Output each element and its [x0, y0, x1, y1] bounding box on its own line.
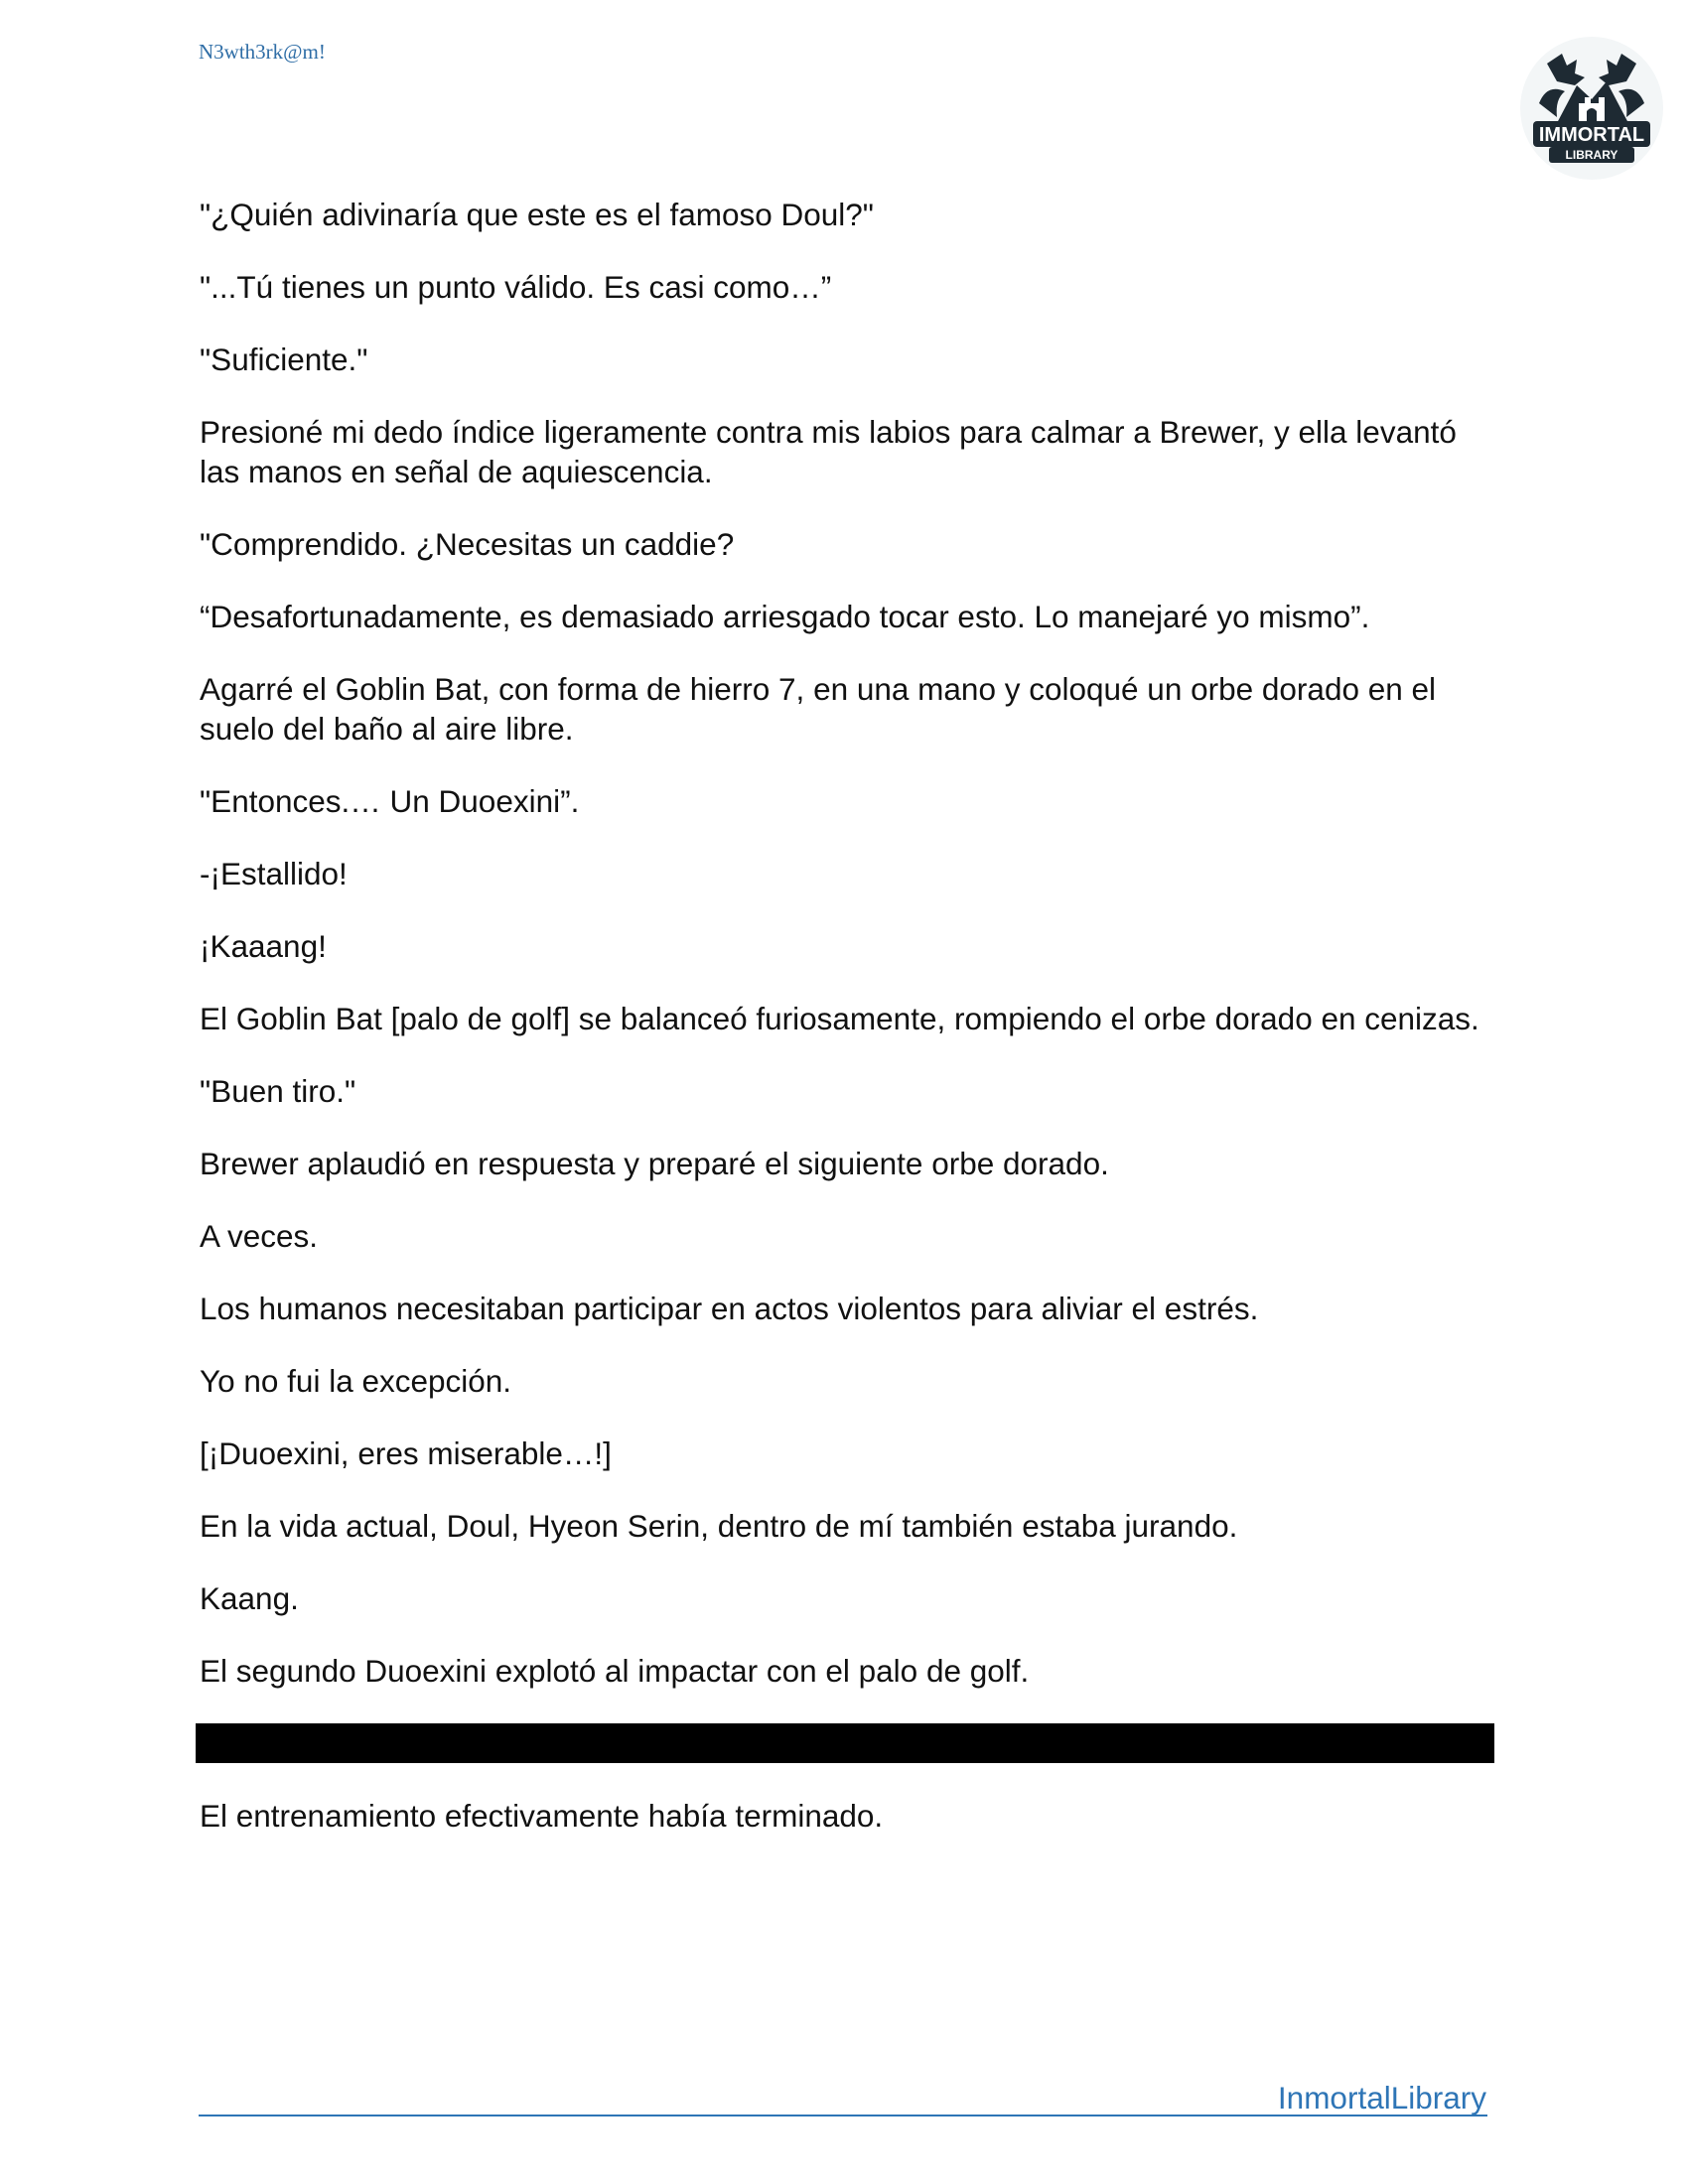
- paragraph: ¡Kaaang!: [200, 928, 327, 964]
- paragraph: El entrenamiento efectivamente había terminado.: [200, 1798, 884, 1834]
- paragraph: Presioné mi dedo índice ligeramente contra mis labios para calmar a Brewer, y ella levantó las manos en señal de aquiescencia.: [200, 414, 1466, 489]
- document-body: [200, 195, 1500, 1868]
- logo-text-top: IMMORTAL: [1538, 124, 1645, 146]
- paragraph: Yo no fui la excepción.: [200, 1363, 512, 1399]
- paragraph: [¡Duoexini, eres miserable…!]: [200, 1435, 612, 1471]
- header-watermark-text: N3wth3rk@m!: [199, 40, 326, 64]
- paragraph: Los humanos necesitaban participar en actos violentos para aliviar el estrés.: [200, 1291, 1259, 1326]
- paragraph: El segundo Duoexini explotó al impactar con el palo de golf.: [200, 1653, 1030, 1689]
- redaction-bar: [196, 1723, 1494, 1763]
- paragraph: “Desafortunadamente, es demasiado arriesgado tocar esto. Lo manejaré yo mismo”.: [200, 599, 1370, 634]
- paragraph: "Suficiente.": [200, 341, 368, 377]
- paragraph: "Entonces.… Un Duoexini”.: [200, 783, 580, 819]
- paragraph: "Comprendido. ¿Necesitas un caddie?: [200, 526, 735, 562]
- footer-library-link[interactable]: InmortalLibrary: [1277, 2080, 1486, 2116]
- paragraph: El Goblin Bat [palo de golf] se balanceó furiosamente, rompiendo el orbe dorado en cenizas.: [200, 1001, 1479, 1036]
- paragraph-list-top: [200, 195, 1500, 1691]
- paragraph: -¡Estallido!: [200, 856, 348, 891]
- paragraph: Agarré el Goblin Bat, con forma de hierro 7, en una mano y coloqué un orbe dorado en el suelo del baño al aire libre.: [200, 671, 1445, 747]
- logo-text-bottom: LIBRARY: [1565, 148, 1618, 162]
- paragraph: Kaang.: [200, 1580, 299, 1616]
- paragraph: "...Tú tienes un punto válido. Es casi como…”: [200, 269, 832, 305]
- paragraph: Brewer aplaudió en respuesta y preparé el siguiente orbe dorado.: [200, 1146, 1109, 1181]
- paragraph: En la vida actual, Doul, Hyeon Serin, dentro de mí también estaba jurando.: [200, 1508, 1238, 1544]
- paragraph: "Buen tiro.": [200, 1073, 356, 1109]
- immortal-library-logo: [1517, 34, 1666, 183]
- paragraph: A veces.: [200, 1218, 319, 1254]
- paragraph: "¿Quién adivinaría que este es el famoso Doul?": [200, 197, 874, 232]
- paragraph-list-bottom: [200, 1796, 1500, 1836]
